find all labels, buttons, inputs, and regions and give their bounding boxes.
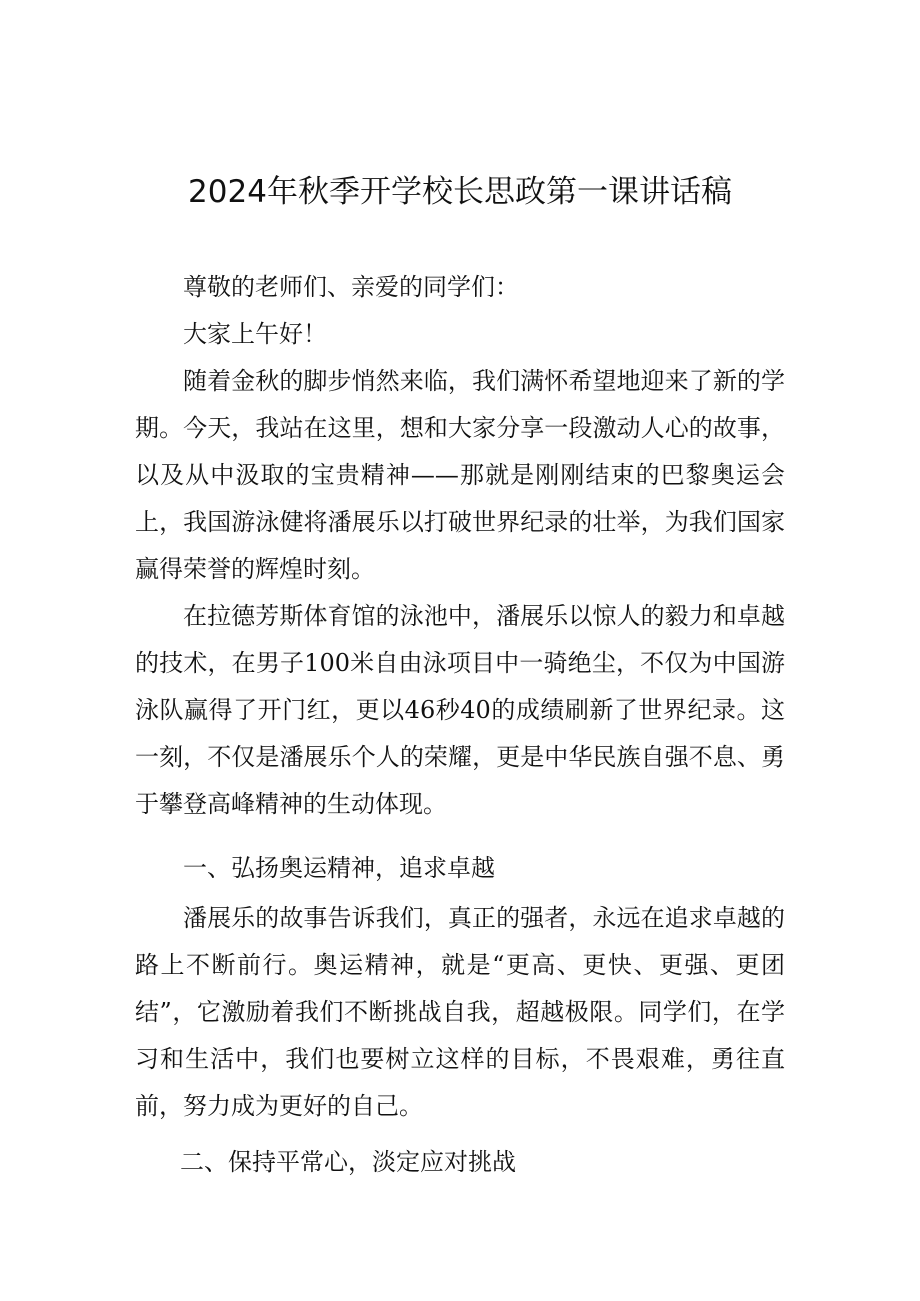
opening-block [135, 264, 785, 828]
greeting: 大家上午好！ [183, 320, 327, 348]
paragraph-achievement: 在拉德芳斯体育馆的泳池中，潘展乐以惊人的毅力和卓越的技术，在男子100米自由泳项目中一骑绝尘，不仅为中国游泳队赢得了开门红，更以46秒40的成绩刷新了世界纪录。这一刻，不仅是潘展乐个人的荣耀，更是中华民族自强不息、勇于攀登高峰精神的生动体现。 [135, 602, 785, 818]
section-heading-1: 一、弘扬奥运精神，追求卓越 [183, 854, 495, 882]
section-heading-2: 二、保持平常心，淡定应对挑战 [180, 1148, 516, 1176]
paragraph-intro: 随着金秋的脚步悄然来临，我们满怀希望地迎来了新的学期。今天，我站在这里，想和大家分享一段激动人心的故事，以及从中汲取的宝贵精神——那就是刚刚结束的巴黎奥运会上，我国游泳健将潘展乐以打破世界纪录的壮举，为我们国家赢得荣誉的辉煌时刻。 [135, 367, 785, 583]
document-title: 2024年秋季开学校长思政第一课讲话稿 [188, 174, 732, 210]
section-1-block [135, 895, 785, 1130]
salutation: 尊敬的老师们、亲爱的同学们： [183, 273, 519, 301]
section-1-paragraph: 潘展乐的故事告诉我们，真正的强者，永远在追求卓越的路上不断前行。奥运精神，就是“更高、更快、更强、更团结”，它激励着我们不断挑战自我，超越极限。同学们，在学习和生活中，我们也要树立这样的目标，不畏艰难，勇往直前，努力成为更好的自己。 [135, 904, 785, 1120]
